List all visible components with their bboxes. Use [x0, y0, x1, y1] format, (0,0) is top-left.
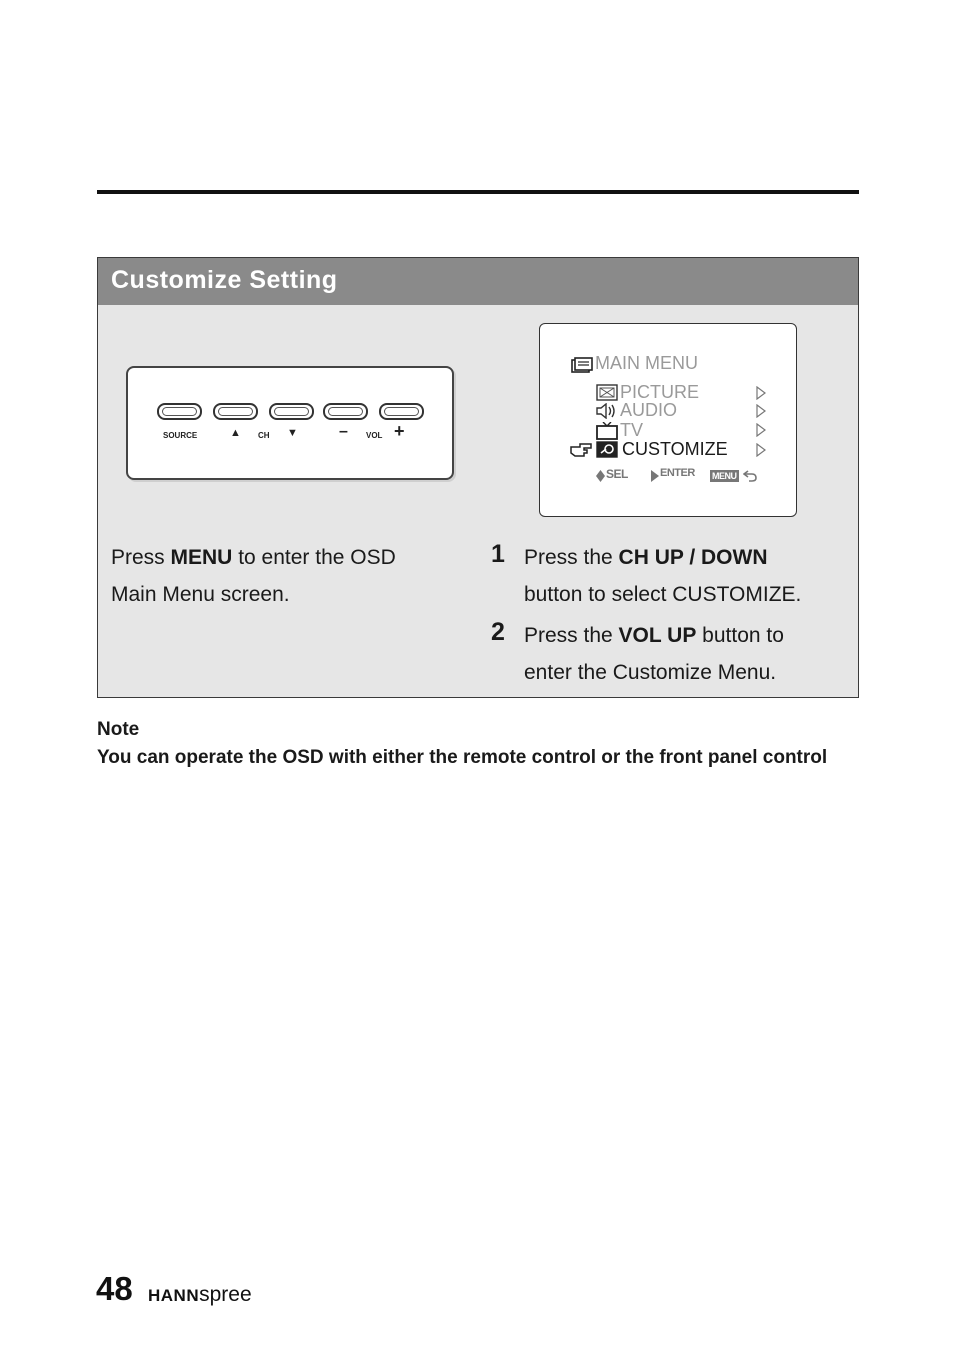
vol-label: VOL: [366, 431, 383, 440]
customize-arrow-icon: [756, 443, 766, 457]
osd-item-audio[interactable]: AUDIO: [620, 400, 678, 420]
tv-arrow-icon: [756, 423, 766, 437]
page-number: 48: [96, 1270, 133, 1307]
osd-footer-sel: SEL: [606, 467, 628, 481]
source-label: SOURCE: [163, 431, 198, 440]
ch-up-arrow-icon: ▲: [230, 427, 241, 439]
step-1-line1: Press the CH UP / DOWN: [524, 546, 768, 569]
osd-footer-menu: MENU: [712, 471, 737, 481]
panel-header: [98, 258, 858, 305]
osd-item-customize[interactable]: CUSTOMIZE: [622, 439, 728, 459]
ch-down-arrow-icon: ▼: [287, 427, 298, 439]
osd-header: MAIN MENU: [595, 353, 698, 373]
left-instruction-line2: Main Menu screen.: [111, 583, 290, 606]
osd-item-picture[interactable]: PICTURE: [620, 382, 700, 402]
picture-icon: [596, 384, 618, 401]
plus-icon: +: [394, 421, 405, 441]
osd-item-tv[interactable]: TV: [620, 420, 644, 440]
return-icon: [743, 469, 757, 482]
minus-icon: –: [339, 423, 348, 440]
source-button[interactable]: [157, 403, 202, 420]
audio-icon: [595, 403, 619, 419]
enter-arrow-icon: [651, 470, 659, 482]
audio-arrow-icon: [756, 404, 766, 418]
top-rule: [97, 190, 859, 194]
vol-up-button[interactable]: [379, 403, 424, 420]
front-control-panel: [126, 366, 454, 480]
vol-down-button[interactable]: [323, 403, 368, 420]
menu-icon: [571, 357, 593, 373]
osd-footer-enter: ENTER: [660, 467, 695, 479]
customize-icon: [596, 441, 618, 458]
vol-up-key-text: VOL UP: [618, 624, 697, 647]
left-instruction-line1: Press MENU to enter the OSD: [111, 546, 396, 569]
step-2-line2: enter the Customize Menu.: [524, 661, 777, 684]
picture-arrow-icon: [756, 386, 766, 400]
ch-down-button[interactable]: [269, 403, 314, 420]
tv-icon: [596, 422, 618, 440]
ch-up-button[interactable]: [213, 403, 258, 420]
ch-up-down-key-text: CH UP / DOWN: [618, 546, 768, 569]
note-text: You can operate the OSD with either the remote control or the front panel control: [97, 747, 828, 768]
brand-logo: HANNspree: [148, 1283, 252, 1306]
step-1-number: 1: [491, 540, 505, 568]
step-1-line2: button to select CUSTOMIZE.: [524, 583, 802, 606]
step-2-number: 2: [491, 618, 505, 646]
up-down-icon: [596, 470, 605, 482]
customize-setting-panel: [97, 257, 859, 698]
note-heading: Note: [97, 719, 140, 740]
menu-key-text: MENU: [170, 546, 233, 569]
section-title: Customize Setting: [111, 266, 338, 294]
step-2-line1: Press the VOL UP button to: [524, 624, 784, 647]
pointing-hand-icon: [570, 442, 594, 458]
osd-main-menu: [539, 323, 797, 517]
ch-label: CH: [258, 431, 270, 440]
